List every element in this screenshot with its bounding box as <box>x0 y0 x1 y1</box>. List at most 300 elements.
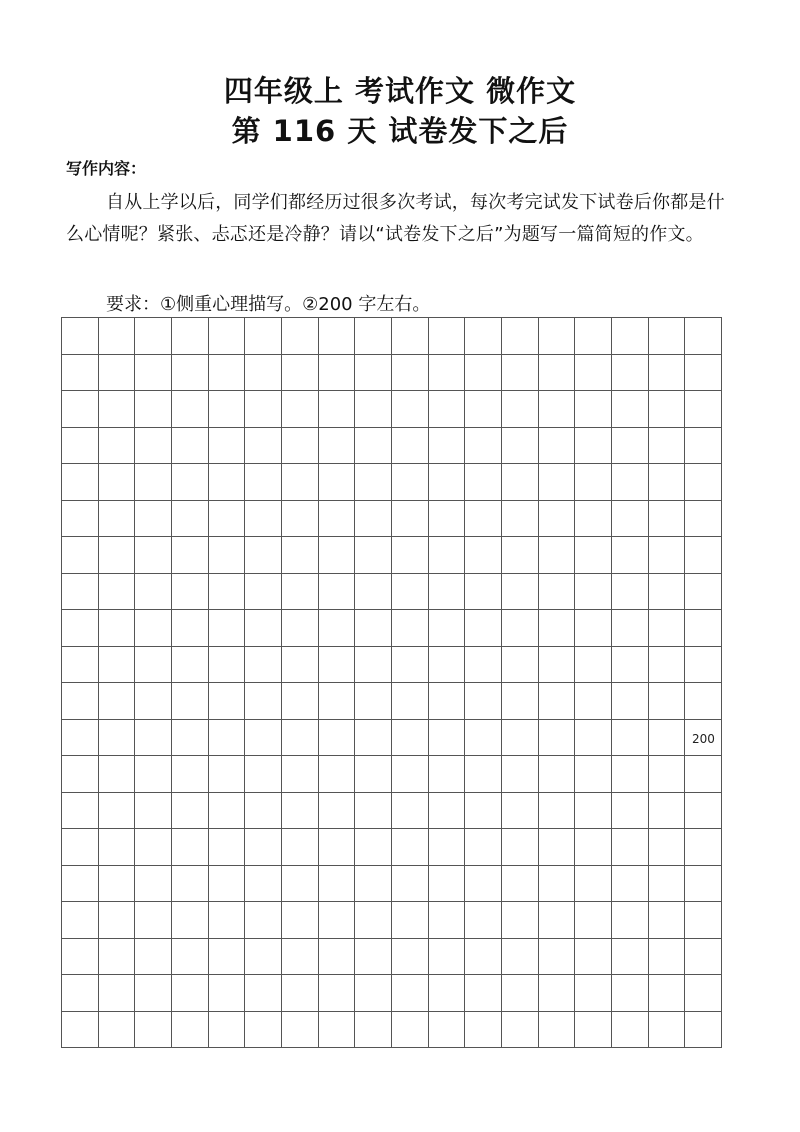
grid-cell[interactable] <box>172 318 209 355</box>
grid-cell[interactable] <box>612 610 649 647</box>
grid-cell[interactable] <box>649 318 686 355</box>
grid-cell[interactable] <box>209 610 246 647</box>
grid-cell[interactable] <box>282 939 319 976</box>
grid-cell[interactable] <box>62 720 99 757</box>
grid-cell[interactable] <box>612 318 649 355</box>
grid-cell[interactable] <box>685 939 722 976</box>
grid-cell[interactable] <box>99 756 136 793</box>
grid-cell[interactable] <box>319 537 356 574</box>
grid-cell[interactable] <box>649 537 686 574</box>
grid-cell[interactable] <box>502 756 539 793</box>
grid-cell[interactable] <box>135 318 172 355</box>
grid-cell[interactable] <box>685 756 722 793</box>
grid-cell[interactable] <box>62 355 99 392</box>
grid-cell[interactable] <box>575 464 612 501</box>
grid-cell[interactable] <box>319 720 356 757</box>
grid-cell[interactable] <box>465 793 502 830</box>
grid-cell[interactable] <box>135 610 172 647</box>
grid-cell[interactable] <box>99 428 136 465</box>
grid-cell[interactable] <box>282 720 319 757</box>
grid-cell[interactable] <box>649 829 686 866</box>
grid-cell[interactable] <box>62 756 99 793</box>
grid-cell[interactable] <box>685 428 722 465</box>
grid-cell[interactable] <box>465 537 502 574</box>
grid-cell[interactable] <box>99 720 136 757</box>
grid-cell[interactable] <box>392 391 429 428</box>
grid-cell[interactable] <box>319 939 356 976</box>
grid-cell[interactable] <box>62 793 99 830</box>
grid-cell[interactable] <box>282 464 319 501</box>
grid-cell[interactable] <box>392 501 429 538</box>
grid-cell[interactable] <box>135 756 172 793</box>
grid-cell[interactable] <box>135 866 172 903</box>
grid-cell[interactable] <box>685 866 722 903</box>
grid-cell[interactable] <box>575 501 612 538</box>
grid-cell[interactable] <box>355 355 392 392</box>
grid-cell[interactable] <box>245 720 282 757</box>
grid-cell[interactable] <box>575 391 612 428</box>
grid-cell[interactable] <box>172 610 209 647</box>
grid-cell[interactable] <box>245 318 282 355</box>
grid-cell[interactable] <box>685 610 722 647</box>
grid-cell[interactable] <box>612 902 649 939</box>
grid-cell[interactable] <box>319 428 356 465</box>
grid-cell[interactable] <box>282 428 319 465</box>
grid-cell[interactable] <box>135 902 172 939</box>
grid-cell[interactable] <box>319 610 356 647</box>
grid-cell[interactable] <box>282 756 319 793</box>
grid-cell[interactable] <box>392 720 429 757</box>
grid-cell[interactable] <box>209 355 246 392</box>
grid-cell[interactable] <box>209 1012 246 1049</box>
grid-cell[interactable] <box>209 756 246 793</box>
grid-cell[interactable] <box>99 501 136 538</box>
grid-cell[interactable] <box>172 683 209 720</box>
grid-cell[interactable] <box>429 537 466 574</box>
grid-cell[interactable] <box>429 610 466 647</box>
grid-cell[interactable] <box>465 647 502 684</box>
grid-cell[interactable] <box>465 902 502 939</box>
grid-cell[interactable] <box>172 975 209 1012</box>
grid-cell[interactable] <box>135 501 172 538</box>
grid-cell[interactable] <box>539 866 576 903</box>
grid-cell[interactable] <box>392 428 429 465</box>
grid-cell[interactable] <box>135 939 172 976</box>
grid-cell[interactable] <box>355 866 392 903</box>
grid-cell[interactable] <box>612 355 649 392</box>
grid-cell[interactable] <box>575 318 612 355</box>
grid-cell[interactable] <box>135 975 172 1012</box>
grid-cell[interactable] <box>575 793 612 830</box>
grid-cell[interactable] <box>355 428 392 465</box>
grid-cell[interactable] <box>539 501 576 538</box>
grid-cell[interactable] <box>502 428 539 465</box>
grid-cell[interactable] <box>209 939 246 976</box>
grid-cell[interactable] <box>502 1012 539 1049</box>
grid-cell[interactable] <box>355 829 392 866</box>
grid-cell[interactable] <box>465 574 502 611</box>
grid-cell[interactable] <box>135 464 172 501</box>
grid-cell[interactable] <box>465 428 502 465</box>
grid-cell[interactable] <box>539 1012 576 1049</box>
grid-cell[interactable] <box>649 1012 686 1049</box>
grid-cell[interactable] <box>319 683 356 720</box>
grid-cell[interactable] <box>502 683 539 720</box>
grid-cell[interactable] <box>172 537 209 574</box>
grid-cell[interactable] <box>99 391 136 428</box>
grid-cell[interactable] <box>62 975 99 1012</box>
grid-cell[interactable] <box>575 939 612 976</box>
grid-cell[interactable] <box>392 574 429 611</box>
grid-cell[interactable] <box>612 391 649 428</box>
grid-cell[interactable] <box>355 683 392 720</box>
grid-cell[interactable] <box>465 391 502 428</box>
grid-cell[interactable] <box>575 720 612 757</box>
grid-cell[interactable] <box>392 318 429 355</box>
grid-cell[interactable] <box>62 610 99 647</box>
grid-cell[interactable] <box>99 683 136 720</box>
grid-cell[interactable] <box>575 537 612 574</box>
grid-cell[interactable] <box>685 537 722 574</box>
grid-cell[interactable] <box>245 355 282 392</box>
grid-cell[interactable] <box>575 428 612 465</box>
grid-cell[interactable] <box>502 537 539 574</box>
grid-cell[interactable] <box>465 610 502 647</box>
grid-cell[interactable] <box>62 1012 99 1049</box>
grid-cell[interactable] <box>245 756 282 793</box>
grid-cell[interactable] <box>649 720 686 757</box>
grid-cell[interactable] <box>355 318 392 355</box>
grid-cell[interactable] <box>429 355 466 392</box>
grid-cell[interactable] <box>392 683 429 720</box>
grid-cell[interactable] <box>685 318 722 355</box>
grid-cell[interactable] <box>172 428 209 465</box>
grid-cell[interactable] <box>502 866 539 903</box>
grid-cell[interactable] <box>649 610 686 647</box>
grid-cell[interactable] <box>355 610 392 647</box>
grid-cell[interactable] <box>685 902 722 939</box>
grid-cell[interactable] <box>209 720 246 757</box>
grid-cell[interactable] <box>575 866 612 903</box>
grid-cell[interactable] <box>172 464 209 501</box>
grid-cell[interactable] <box>245 866 282 903</box>
grid-cell[interactable] <box>539 829 576 866</box>
grid-cell[interactable] <box>392 647 429 684</box>
grid-cell[interactable] <box>392 939 429 976</box>
grid-cell[interactable] <box>99 647 136 684</box>
grid-cell[interactable] <box>319 1012 356 1049</box>
grid-cell[interactable] <box>99 610 136 647</box>
grid-cell[interactable] <box>245 975 282 1012</box>
grid-cell[interactable] <box>62 902 99 939</box>
grid-cell[interactable] <box>465 975 502 1012</box>
grid-cell[interactable] <box>575 355 612 392</box>
grid-cell[interactable] <box>319 756 356 793</box>
grid-cell[interactable] <box>282 829 319 866</box>
grid-cell[interactable] <box>62 647 99 684</box>
grid-cell[interactable] <box>685 793 722 830</box>
grid-cell[interactable] <box>282 318 319 355</box>
grid-cell[interactable] <box>355 391 392 428</box>
grid-cell[interactable] <box>539 574 576 611</box>
grid-cell[interactable] <box>392 610 429 647</box>
grid-cell[interactable] <box>245 1012 282 1049</box>
grid-cell[interactable] <box>649 683 686 720</box>
grid-cell[interactable] <box>62 829 99 866</box>
grid-cell[interactable] <box>209 793 246 830</box>
grid-cell[interactable] <box>245 428 282 465</box>
grid-cell[interactable] <box>429 829 466 866</box>
grid-cell[interactable] <box>355 939 392 976</box>
grid-cell[interactable] <box>355 720 392 757</box>
grid-cell[interactable] <box>282 1012 319 1049</box>
grid-cell[interactable] <box>502 829 539 866</box>
grid-cell[interactable] <box>172 1012 209 1049</box>
grid-cell[interactable] <box>319 318 356 355</box>
grid-cell[interactable] <box>282 537 319 574</box>
grid-cell[interactable] <box>685 975 722 1012</box>
grid-cell[interactable] <box>539 428 576 465</box>
grid-cell[interactable] <box>502 355 539 392</box>
grid-cell[interactable] <box>502 610 539 647</box>
grid-cell[interactable] <box>62 428 99 465</box>
grid-cell[interactable] <box>465 355 502 392</box>
grid-cell[interactable] <box>502 647 539 684</box>
grid-cell[interactable] <box>319 793 356 830</box>
grid-cell[interactable] <box>575 1012 612 1049</box>
grid-cell[interactable] <box>319 647 356 684</box>
grid-cell[interactable] <box>319 574 356 611</box>
grid-cell[interactable] <box>319 866 356 903</box>
grid-cell[interactable] <box>172 866 209 903</box>
grid-cell[interactable] <box>245 391 282 428</box>
grid-cell[interactable] <box>575 829 612 866</box>
grid-cell[interactable] <box>685 574 722 611</box>
grid-cell[interactable] <box>649 355 686 392</box>
grid-cell[interactable] <box>245 939 282 976</box>
grid-cell[interactable] <box>355 756 392 793</box>
grid-cell[interactable] <box>319 975 356 1012</box>
grid-cell[interactable] <box>685 464 722 501</box>
grid-cell[interactable] <box>429 683 466 720</box>
grid-cell[interactable] <box>465 756 502 793</box>
grid-cell[interactable] <box>99 574 136 611</box>
grid-cell[interactable] <box>649 391 686 428</box>
grid-cell[interactable] <box>649 793 686 830</box>
grid-cell[interactable] <box>539 464 576 501</box>
grid-cell[interactable] <box>282 355 319 392</box>
grid-cell[interactable] <box>209 428 246 465</box>
grid-cell[interactable] <box>539 610 576 647</box>
grid-cell[interactable] <box>575 975 612 1012</box>
grid-cell[interactable] <box>539 939 576 976</box>
grid-cell[interactable] <box>209 683 246 720</box>
grid-cell[interactable] <box>99 902 136 939</box>
grid-cell[interactable] <box>539 391 576 428</box>
grid-cell[interactable] <box>135 1012 172 1049</box>
grid-cell[interactable] <box>172 391 209 428</box>
grid-cell[interactable] <box>99 975 136 1012</box>
grid-cell[interactable] <box>392 902 429 939</box>
grid-cell[interactable] <box>172 939 209 976</box>
grid-cell[interactable] <box>429 866 466 903</box>
grid-cell[interactable] <box>319 464 356 501</box>
grid-cell[interactable] <box>575 574 612 611</box>
grid-cell[interactable] <box>612 428 649 465</box>
grid-cell[interactable] <box>135 428 172 465</box>
grid-cell[interactable] <box>539 756 576 793</box>
grid-cell[interactable] <box>172 829 209 866</box>
grid-cell[interactable] <box>355 537 392 574</box>
grid-cell[interactable] <box>612 793 649 830</box>
grid-cell[interactable] <box>62 464 99 501</box>
grid-cell[interactable] <box>209 975 246 1012</box>
grid-cell[interactable] <box>429 939 466 976</box>
grid-cell[interactable] <box>99 939 136 976</box>
grid-cell[interactable] <box>502 793 539 830</box>
grid-cell[interactable] <box>575 902 612 939</box>
grid-cell[interactable] <box>502 975 539 1012</box>
grid-cell[interactable] <box>245 647 282 684</box>
grid-cell[interactable] <box>99 464 136 501</box>
grid-cell[interactable] <box>319 501 356 538</box>
grid-cell[interactable] <box>392 793 429 830</box>
grid-cell[interactable] <box>99 793 136 830</box>
grid-cell[interactable] <box>649 939 686 976</box>
grid-cell[interactable] <box>429 793 466 830</box>
grid-cell[interactable] <box>649 866 686 903</box>
grid-cell[interactable] <box>209 647 246 684</box>
grid-cell[interactable] <box>685 501 722 538</box>
grid-cell[interactable] <box>282 683 319 720</box>
grid-cell[interactable] <box>539 318 576 355</box>
grid-cell[interactable] <box>429 391 466 428</box>
grid-cell[interactable] <box>245 683 282 720</box>
grid-cell[interactable] <box>429 756 466 793</box>
grid-cell[interactable] <box>282 501 319 538</box>
grid-cell[interactable] <box>209 318 246 355</box>
grid-cell[interactable] <box>245 902 282 939</box>
grid-cell[interactable] <box>282 647 319 684</box>
grid-cell[interactable] <box>319 902 356 939</box>
grid-cell[interactable] <box>62 939 99 976</box>
grid-cell[interactable] <box>465 683 502 720</box>
grid-cell[interactable] <box>612 574 649 611</box>
grid-cell[interactable] <box>209 902 246 939</box>
grid-cell[interactable] <box>392 756 429 793</box>
grid-cell[interactable] <box>245 574 282 611</box>
grid-cell[interactable] <box>429 574 466 611</box>
grid-cell[interactable] <box>319 829 356 866</box>
grid-cell[interactable] <box>62 683 99 720</box>
grid-cell[interactable] <box>209 501 246 538</box>
grid-cell[interactable] <box>539 720 576 757</box>
grid-cell[interactable] <box>392 1012 429 1049</box>
grid-cell[interactable] <box>612 1012 649 1049</box>
grid-cell[interactable] <box>649 902 686 939</box>
grid-cell[interactable] <box>429 464 466 501</box>
grid-cell[interactable] <box>245 501 282 538</box>
grid-cell[interactable] <box>612 647 649 684</box>
grid-cell[interactable] <box>612 866 649 903</box>
grid-cell[interactable] <box>172 647 209 684</box>
grid-cell[interactable] <box>502 574 539 611</box>
grid-cell[interactable] <box>539 975 576 1012</box>
grid-cell[interactable] <box>245 537 282 574</box>
grid-cell[interactable] <box>135 829 172 866</box>
grid-cell[interactable] <box>355 1012 392 1049</box>
grid-cell[interactable] <box>282 610 319 647</box>
grid-cell[interactable] <box>62 391 99 428</box>
grid-cell[interactable] <box>429 902 466 939</box>
grid-cell[interactable] <box>649 975 686 1012</box>
grid-cell[interactable] <box>465 318 502 355</box>
grid-cell[interactable] <box>209 574 246 611</box>
grid-cell[interactable] <box>429 647 466 684</box>
grid-cell[interactable] <box>99 829 136 866</box>
grid-cell[interactable] <box>429 428 466 465</box>
grid-cell[interactable] <box>612 464 649 501</box>
grid-cell[interactable] <box>135 683 172 720</box>
grid-cell[interactable] <box>319 391 356 428</box>
grid-cell[interactable] <box>62 318 99 355</box>
grid-cell[interactable] <box>209 866 246 903</box>
grid-cell[interactable] <box>172 902 209 939</box>
grid-cell[interactable] <box>502 391 539 428</box>
grid-cell[interactable] <box>502 902 539 939</box>
grid-cell[interactable] <box>99 866 136 903</box>
grid-cell[interactable] <box>575 756 612 793</box>
grid-cell[interactable] <box>392 355 429 392</box>
grid-cell[interactable] <box>172 793 209 830</box>
grid-cell[interactable] <box>392 537 429 574</box>
grid-cell[interactable] <box>282 902 319 939</box>
grid-cell[interactable] <box>245 610 282 647</box>
grid-cell[interactable] <box>429 1012 466 1049</box>
grid-cell[interactable] <box>135 793 172 830</box>
grid-cell[interactable] <box>502 501 539 538</box>
grid-cell[interactable] <box>685 391 722 428</box>
grid-cell[interactable] <box>282 793 319 830</box>
grid-cell[interactable] <box>172 501 209 538</box>
grid-cell[interactable] <box>99 537 136 574</box>
grid-cell[interactable] <box>575 610 612 647</box>
grid-cell[interactable] <box>135 720 172 757</box>
grid-cell[interactable] <box>465 1012 502 1049</box>
grid-cell[interactable] <box>172 574 209 611</box>
grid-cell[interactable] <box>429 720 466 757</box>
grid-cell[interactable] <box>612 683 649 720</box>
grid-cell[interactable] <box>355 464 392 501</box>
grid-cell[interactable] <box>465 501 502 538</box>
grid-cell[interactable] <box>355 793 392 830</box>
grid-cell[interactable] <box>392 975 429 1012</box>
grid-cell[interactable] <box>612 501 649 538</box>
grid-cell[interactable] <box>99 318 136 355</box>
grid-cell[interactable] <box>502 318 539 355</box>
grid-cell[interactable] <box>392 464 429 501</box>
grid-cell[interactable] <box>502 720 539 757</box>
grid-cell[interactable] <box>465 464 502 501</box>
grid-cell[interactable] <box>685 829 722 866</box>
grid-cell[interactable] <box>612 939 649 976</box>
grid-cell[interactable] <box>172 756 209 793</box>
grid-cell[interactable] <box>62 501 99 538</box>
grid-cell[interactable] <box>135 537 172 574</box>
grid-cell[interactable] <box>575 647 612 684</box>
grid-cell[interactable] <box>612 829 649 866</box>
grid-cell[interactable] <box>649 574 686 611</box>
